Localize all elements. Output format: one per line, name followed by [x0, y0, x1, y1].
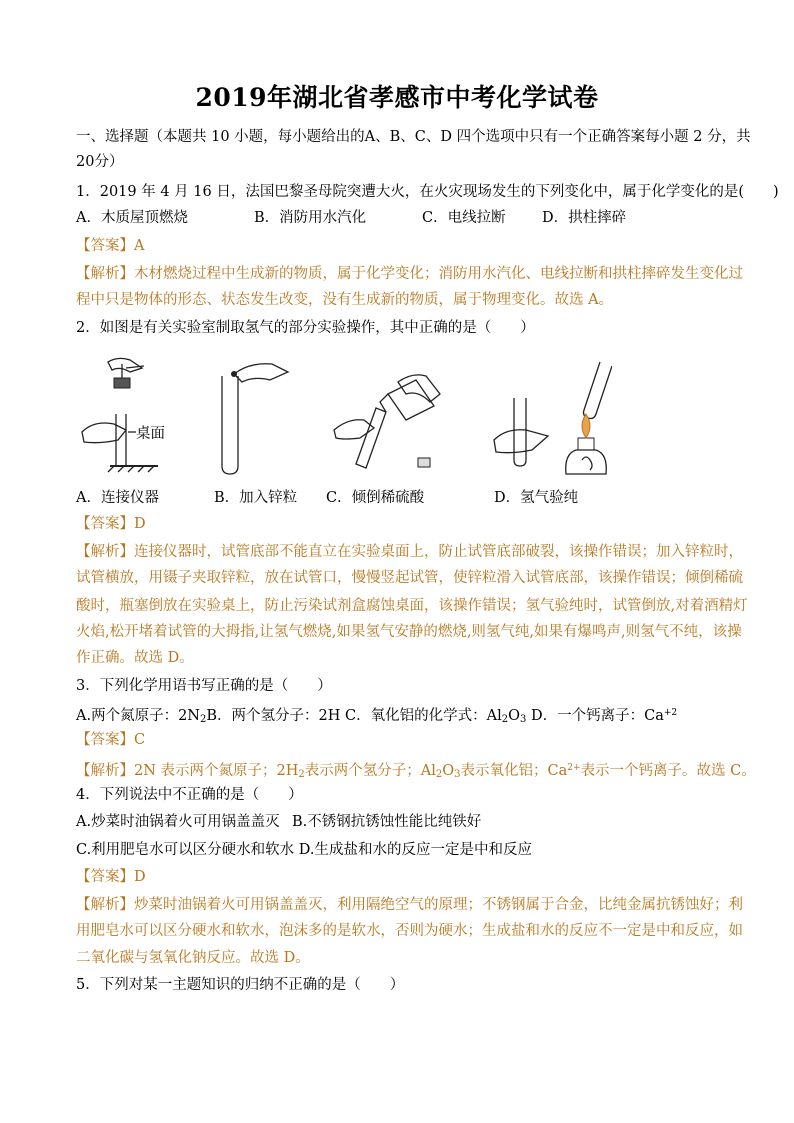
- q1-analysis-line-1: 【解析】木材燃烧过程中生成新的物质，属于化学变化；消防用水汽化、电线拉断和拱柱摔碎发生变化过: [76, 266, 743, 282]
- q2-answer: 【答案】D: [76, 516, 146, 532]
- q3-answer: 【答案】C: [76, 732, 146, 748]
- q3-option-c-subscript-2: 3: [519, 714, 527, 725]
- q3-options: [76, 703, 726, 730]
- q1-option-a: A．木质屋顶燃烧: [76, 210, 188, 226]
- q3-analysis-sub-3: 3: [454, 769, 461, 780]
- q4-options-line-2: C.利用肥皂水可以区分硬水和软水 D.生成盐和水的反应一定是中和反应: [76, 842, 533, 858]
- q3-analysis-part-4: 表示氧化铝；Ca: [460, 763, 568, 779]
- q3-analysis-sub-2: 2: [435, 769, 443, 780]
- q4-answer: 【答案】D: [76, 869, 146, 885]
- page-title: 2019年湖北省孝感市中考化学试卷: [195, 83, 599, 112]
- figure-d-caption: D．氢气验纯: [494, 490, 579, 506]
- q3-analysis-part-3: O: [442, 763, 455, 779]
- q4-analysis-line-1: 【解析】炒菜时油锅着火可用锅盖盖灭，利用隔绝空气的原理；不锈钢属于合金，比纯金属抗锈蚀好；利: [76, 897, 743, 913]
- figure-b-caption: B．加入锌粒: [214, 490, 298, 506]
- q4-stem: 4．下列说法中不正确的是（ ）: [76, 787, 303, 803]
- q3-analysis-part-1: 【解析】2N 表示两个氮原子；2H: [76, 763, 299, 779]
- q2-analysis-line-1: 【解析】连接仪器时，试管底部不能直立在实验桌面上，防止试管底部破裂，该操作错误；加入锌粒时，: [76, 544, 743, 560]
- figure-d-hydrogen-test: [492, 354, 612, 479]
- q3-option-d: D．一个钙离子：Ca: [526, 708, 664, 724]
- q3-option-a: A.两个氮原子：2N: [76, 708, 200, 724]
- q3-analysis-sub-1: 2: [298, 769, 305, 780]
- q1-analysis-line-2: 程中只是物体的形态、状态发生改变，没有生成新的物质，属于物理变化。故选 A。: [76, 292, 614, 308]
- q5-stem: 5．下列对某一主题知识的归纳不正确的是（ ）: [76, 977, 405, 993]
- q1-option-d: D．拱柱摔碎: [542, 210, 627, 226]
- q4-analysis-line-3: 二氧化碳与氢氧化钠反应。故选 D。: [76, 950, 310, 966]
- q2-analysis-line-4: 火焰,松开堵着试管的大拇指,让氢气燃烧,如果氢气安静的燃烧,则氢气纯,如果有爆鸣声,则氢气不纯，该操: [76, 624, 742, 640]
- q2-analysis-line-3: 酸时，瓶塞倒放在实验桌上，防止污染试剂盒腐蚀桌面，该操作错误；氢气验纯时，试管倒放,对着酒精灯: [76, 598, 748, 614]
- q4-option-b: B.不锈钢抗锈蚀性能比纯铁好: [292, 814, 482, 830]
- q4-option-a: A.炒菜时油锅着火可用锅盖盖灭: [76, 814, 280, 830]
- q4-analysis-line-2: 用肥皂水可以区分硬水和软水，泡沫多的是软水，否则为硬水；生成盐和水的反应不一定是中和反应，如: [76, 923, 743, 939]
- q3-option-a-subscript: 2: [200, 714, 207, 725]
- q3-option-d-superscript: +2: [663, 708, 678, 718]
- q3-option-b-c: B．两个氢分子：2H C．氧化铝的化学式：Al: [206, 708, 502, 724]
- figure-c-caption: C．倾倒稀硫酸: [326, 490, 425, 506]
- q2-analysis-line-2: 试管横放，用镊子夹取锌粒，放在试管口，慢慢竖起试管，使锌粒滑入试管底部，该操作错误；倾倒稀硫: [76, 570, 743, 586]
- q3-analysis-sup: 2+: [567, 763, 581, 773]
- figure-a-desk-label: 桌面: [136, 426, 165, 442]
- q2-stem: 2．如图是有关实验室制取氢气的部分实验操作，其中正确的是（ ）: [76, 320, 535, 336]
- q1-stem: 1．2019 年 4 月 16 日，法国巴黎圣母院突遭大火，在火灾现场发生的下列变化中，属于化学变化的是( ): [76, 184, 779, 200]
- q3-analysis-part-2: 表示两个氢分子；Al: [304, 763, 436, 779]
- q3-stem: 3．下列化学用语书写正确的是（ ）: [76, 678, 332, 694]
- q3-option-c-mid: O: [508, 708, 520, 724]
- figure-b-add-zinc: [210, 354, 300, 479]
- figure-a-caption: A．连接仪器: [76, 490, 159, 506]
- q1-answer: 【答案】A: [76, 238, 145, 254]
- q2-analysis-line-5: 作正确。故选 D。: [76, 650, 194, 666]
- section-heading-line-1: 一、选择题（本题共 10 小题，每小题给出的A、B、C、D 四个选项中只有一个正确答案每小题 2 分，共: [76, 129, 751, 145]
- q3-option-c-subscript-1: 2: [501, 714, 509, 725]
- figure-c-pour-acid: [330, 354, 460, 479]
- figure-a-connect-instruments: [78, 354, 178, 479]
- q3-analysis: [76, 758, 756, 785]
- q1-option-c: C．电线拉断: [422, 210, 506, 226]
- q1-option-b: B．消防用水汽化: [254, 210, 367, 226]
- q3-analysis-part-5: 表示一个钙离子。故选 C。: [580, 763, 756, 779]
- section-heading-line-2: 20分）: [76, 154, 124, 170]
